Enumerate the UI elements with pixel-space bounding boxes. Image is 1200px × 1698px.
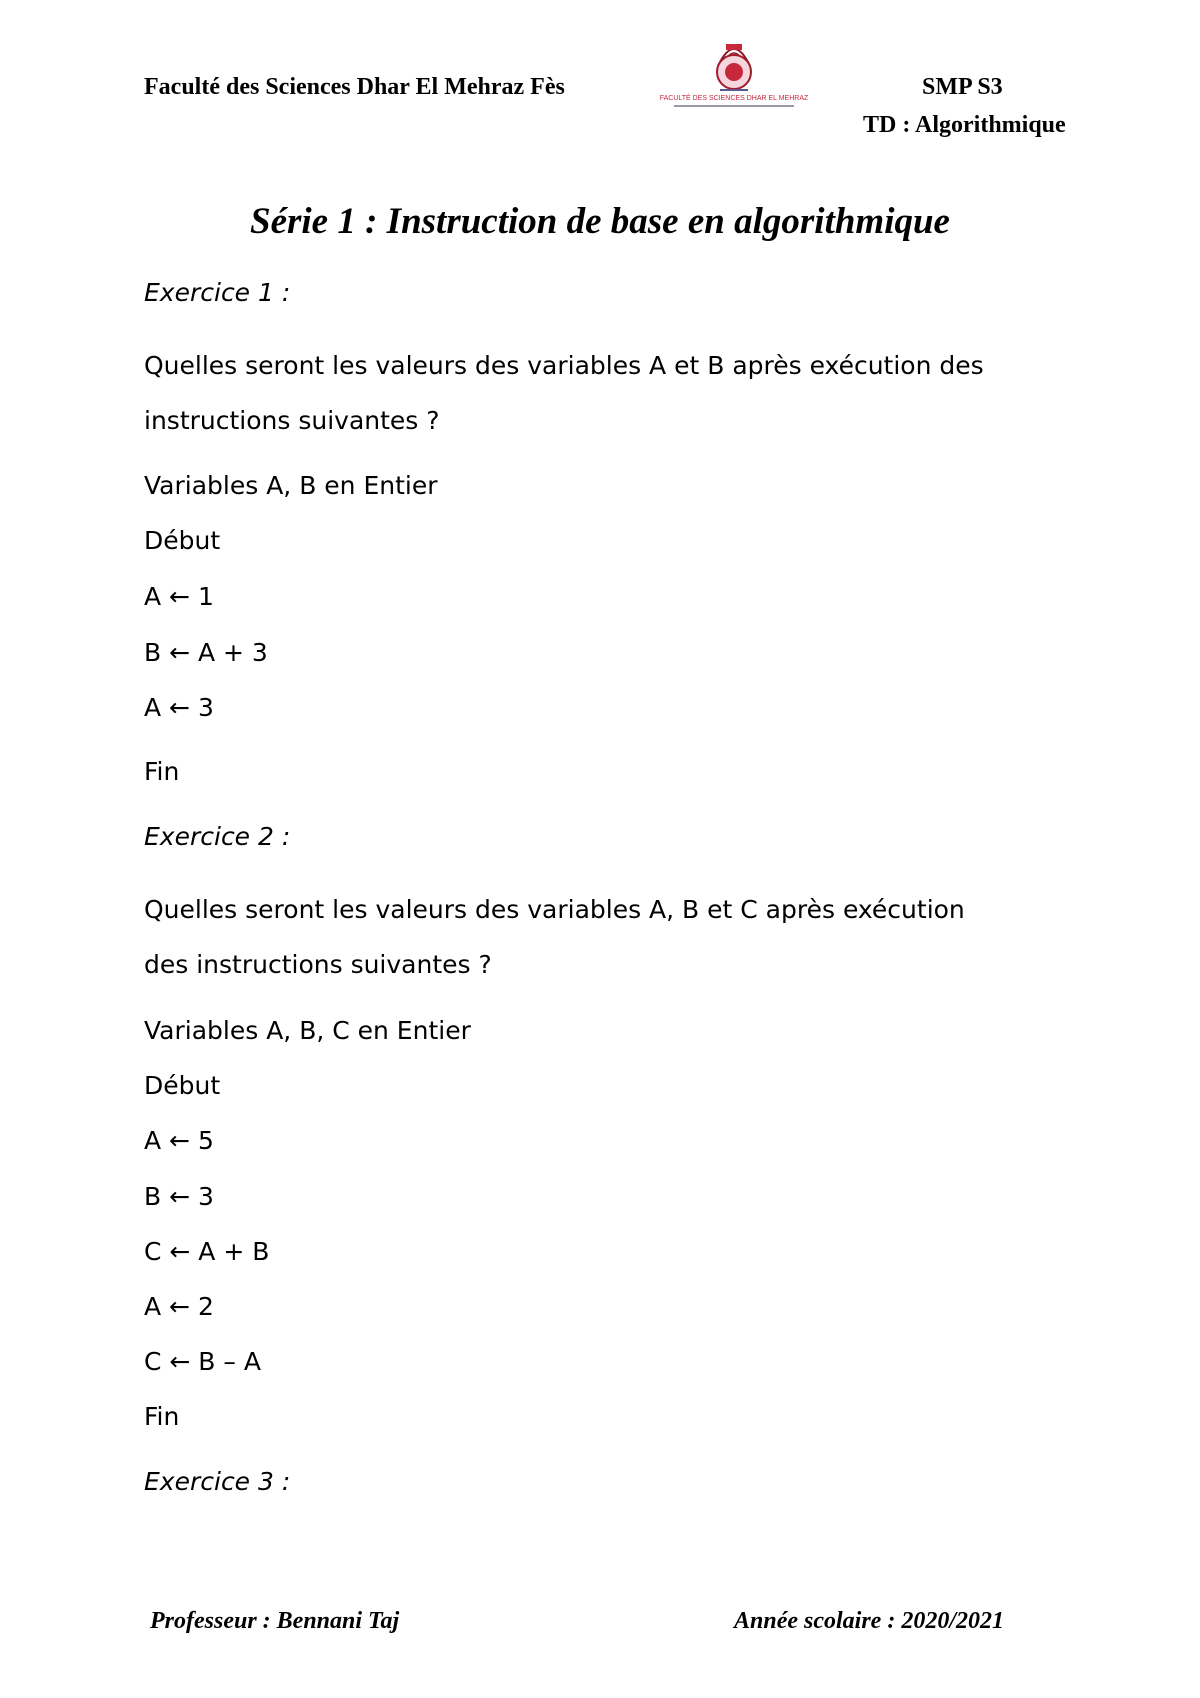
exercise-2-code-line: A ← 2 [144, 1292, 214, 1321]
exercise-1-code-line: B ← A + 3 [144, 638, 268, 667]
exercise-2-question-line-2: des instructions suivantes ? [144, 950, 492, 979]
exercise-2-question-line-1: Quelles seront les valeurs des variables A, B et C après exécution [144, 895, 965, 924]
footer-professor: Professeur : Bennani Taj [150, 1608, 400, 1634]
page-title: Série 1 : Instruction de base en algorithmique [250, 201, 950, 242]
exercise-2-code-line: Début [144, 1071, 221, 1100]
footer-school-year: Année scolaire : 2020/2021 [734, 1608, 1004, 1634]
faculty-name: Faculté des Sciences Dhar El Mehraz Fès [144, 74, 565, 100]
exercise-1-question-line-1: Quelles seront les valeurs des variables A et B après exécution des [144, 351, 984, 380]
emblem-icon [717, 44, 751, 90]
course-label: TD : Algorithmique [863, 112, 1066, 138]
exercise-2-code-line: A ← 5 [144, 1126, 214, 1155]
exercise-2-code-line: Variables A, B, C en Entier [144, 1016, 471, 1045]
exercise-1-code-line: A ← 3 [144, 693, 214, 722]
exercise-2-heading: Exercice 2 : [144, 822, 291, 851]
exercise-2-code-line: Fin [144, 1402, 180, 1431]
exercise-2-code-line: C ← B – A [144, 1347, 261, 1376]
exercise-1-code-line: Début [144, 526, 221, 555]
exercise-1-code-line: A ← 1 [144, 582, 214, 611]
exercise-2-code-line: B ← 3 [144, 1182, 214, 1211]
exercise-1-question-line-2: instructions suivantes ? [144, 406, 440, 435]
exercise-1-heading: Exercice 1 : [144, 278, 291, 307]
faculty-logo [660, 30, 808, 112]
svg-text:FACULTÉ DES SCIENCES DHAR EL M: FACULTÉ DES SCIENCES DHAR EL MEHRAZ [660, 95, 808, 102]
exercise-3-heading: Exercice 3 : [144, 1467, 291, 1496]
level-label: SMP S3 [922, 74, 1003, 100]
exercise-2-code-line: C ← A + B [144, 1237, 270, 1266]
exercise-1-code-line: Variables A, B en Entier [144, 471, 438, 500]
exercise-1-code-line: Fin [144, 757, 180, 786]
